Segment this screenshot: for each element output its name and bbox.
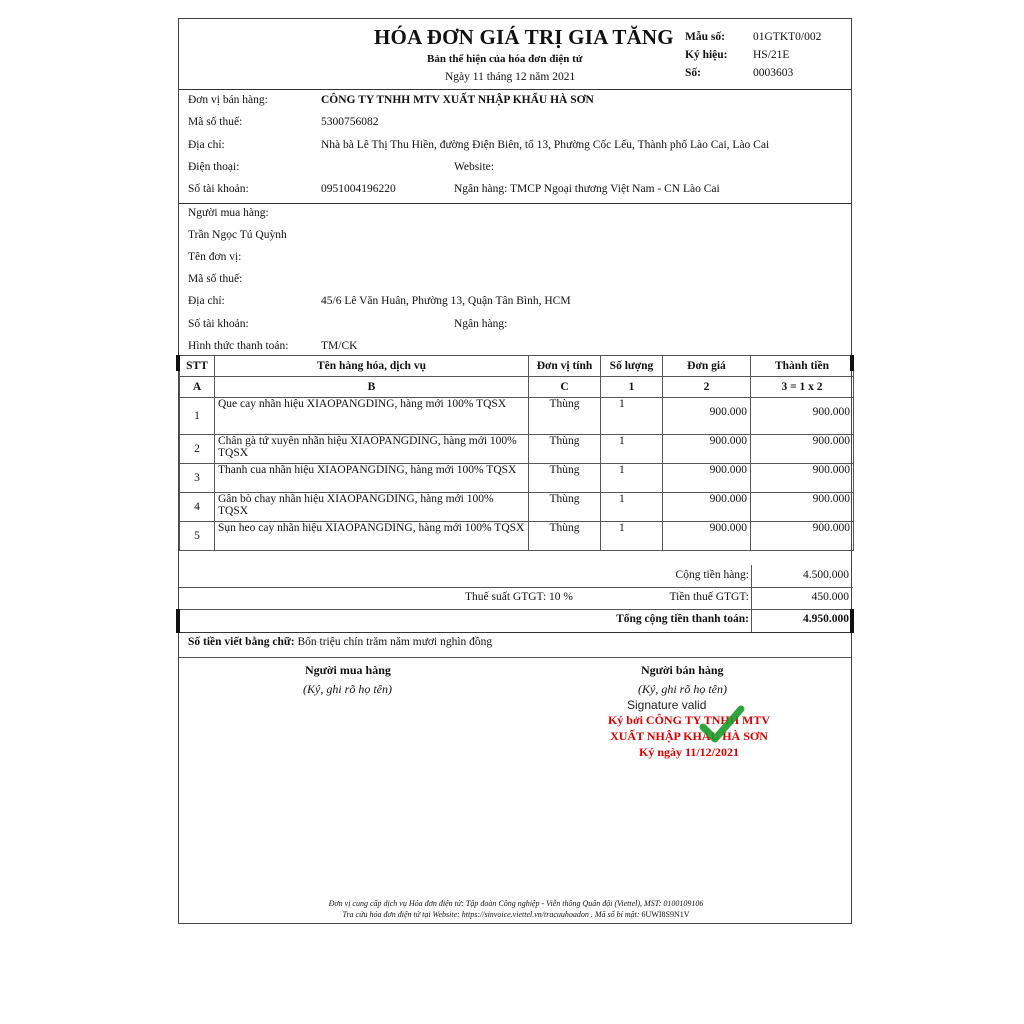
vat-row <box>179 587 853 610</box>
row-stt: 5 <box>180 522 215 551</box>
row-stt: 4 <box>180 493 215 522</box>
seller-name-label: Đơn vị bán hàng: <box>188 94 268 106</box>
table-row <box>180 464 854 493</box>
divider <box>179 203 851 204</box>
buyer-address-label: Địa chỉ: <box>188 295 225 307</box>
col-header: Tên hàng hóa, dịch vụ <box>215 356 529 377</box>
row-unit: Thùng <box>529 464 601 493</box>
row-unit: Thùng <box>529 398 601 435</box>
seller-name: CÔNG TY TNHH MTV XUẤT NHẬP KHẨU HÀ SƠN <box>321 94 594 106</box>
symbol-value: HS/21E <box>753 49 790 61</box>
subtotal-value: 4.500.000 <box>803 569 849 581</box>
seller-address-label: Địa chỉ: <box>188 139 225 151</box>
row-amount: 900.000 <box>751 464 854 493</box>
template-value: 01GTKT0/002 <box>753 31 822 43</box>
buyer-address: 45/6 Lê Văn Huân, Phường 13, Quận Tân Bình, HCM <box>321 295 571 307</box>
col-code: 3 = 1 x 2 <box>751 377 854 398</box>
buyer-signature-title: Người mua hàng <box>305 663 391 677</box>
row-qty: 1 <box>601 522 663 551</box>
col-code: A <box>180 377 215 398</box>
grand-total-label: Tổng cộng tiền thanh toán: <box>616 613 749 625</box>
vat-label: Tiền thuế GTGT: <box>669 591 749 603</box>
payment-method: TM/CK <box>321 340 358 352</box>
row-unit: Thùng <box>529 522 601 551</box>
seller-phone-label: Điện thoại: <box>188 161 240 173</box>
col-header: Đơn vị tính <box>529 356 601 377</box>
row-unit: Thùng <box>529 435 601 464</box>
col-header: STT <box>180 356 215 377</box>
row-qty: 1 <box>601 435 663 464</box>
row-amount: 900.000 <box>751 398 854 435</box>
seller-account-label: Số tài khoản: <box>188 183 249 195</box>
number-value: 0003603 <box>753 67 794 79</box>
row-name: Chân gà tứ xuyên nhãn hiệu XIAOPANGDING, hàng mới 100% TQSX <box>215 435 529 464</box>
buyer-label: Người mua hàng: <box>188 207 269 219</box>
border-mark <box>176 355 180 371</box>
subtotal-label: Cộng tiền hàng: <box>675 569 749 581</box>
items-table <box>179 355 854 551</box>
buyer-account-label: Số tài khoản: <box>188 318 249 330</box>
table-row <box>180 493 854 522</box>
buyer-name: Trần Ngọc Tú Quỳnh <box>188 229 287 241</box>
border-mark <box>176 609 180 633</box>
seller-account: 0951004196220 <box>321 183 396 195</box>
grand-total-row <box>179 609 853 633</box>
col-code: 1 <box>601 377 663 398</box>
template-label: Mẫu số: <box>685 31 725 43</box>
row-amount: 900.000 <box>751 435 854 464</box>
signed-date: Ký ngày 11/12/2021 <box>638 745 739 759</box>
row-name: Que cay nhãn hiệu XIAOPANGDING, hàng mới 100% TQSX <box>215 398 529 435</box>
row-qty: 1 <box>601 398 663 435</box>
grand-total-value: 4.950.000 <box>803 613 849 625</box>
row-price: 900.000 <box>663 464 751 493</box>
row-price: 900.000 <box>663 435 751 464</box>
subtotal-row <box>179 565 853 588</box>
table-row <box>180 435 854 464</box>
invoice-title: HÓA ĐƠN GIÁ TRỊ GIA TĂNG <box>374 25 674 49</box>
number-label: Số: <box>685 67 701 79</box>
seller-bank: Ngân hàng: TMCP Ngoại thương Việt Nam - CN Lào Cai <box>454 183 720 195</box>
row-price: 900.000 <box>663 398 751 435</box>
row-name: Sụn heo cay nhãn hiệu XIAOPANGDING, hàng mới 100% TQSX <box>215 522 529 551</box>
row-name: Thanh cua nhãn hiệu XIAOPANGDING, hàng mới 100% TQSX <box>215 464 529 493</box>
invoice <box>178 18 852 924</box>
seller-tax-label: Mã số thuế: <box>188 116 243 128</box>
vat-rate: Thuế suất GTGT: 10 % <box>465 591 574 603</box>
divider <box>179 89 851 90</box>
buyer-unit-label: Tên đơn vị: <box>188 251 242 263</box>
border-mark <box>850 355 854 371</box>
row-qty: 1 <box>601 464 663 493</box>
row-stt: 2 <box>180 435 215 464</box>
row-stt: 1 <box>180 398 215 435</box>
seller-address: Nhà bà Lê Thị Thu Hiền, đường Điện Biên, tổ 13, Phường Cốc Lếu, Thành phố Lào Cai, Lào Cai <box>321 139 770 151</box>
col-code: 2 <box>663 377 751 398</box>
row-name: Gân bò chay nhãn hiệu XIAOPANGDING, hàng mới 100% TQSX <box>215 493 529 522</box>
table-row <box>180 522 854 551</box>
row-qty: 1 <box>601 493 663 522</box>
invoice-subtitle: Bản thể hiện của hóa đơn điện tử <box>427 53 583 65</box>
col-header: Số lượng <box>601 356 663 377</box>
check-icon <box>699 705 745 745</box>
col-header: Đơn giá <box>663 356 751 377</box>
row-price: 900.000 <box>663 493 751 522</box>
payment-label: Hình thức thanh toán: <box>188 340 289 352</box>
signature-valid-text: Signature valid <box>627 698 707 712</box>
row-price: 900.000 <box>663 522 751 551</box>
col-code: C <box>529 377 601 398</box>
buyer-tax-label: Mã số thuế: <box>188 273 243 285</box>
buyer-signature-note: (Ký, ghi rõ họ tên) <box>303 682 392 696</box>
symbol-label: Ký hiệu: <box>685 49 728 61</box>
signed-by-line2: XUẤT NHẬP KHẨU HÀ SƠN <box>610 729 768 743</box>
col-header: Thành tiền <box>751 356 854 377</box>
row-amount: 900.000 <box>751 493 854 522</box>
col-code: B <box>215 377 529 398</box>
border-mark <box>850 609 854 633</box>
invoice-date: Ngày 11 tháng 12 năm 2021 <box>445 71 576 83</box>
vat-value: 450.000 <box>811 591 849 603</box>
signed-by-line1: Ký bởi CÔNG TY TNHH MTV <box>607 713 771 727</box>
row-amount: 900.000 <box>751 522 854 551</box>
footer-lookup: Tra cứu hóa đơn điện tử tại Website: https://sinvoice.viettel.vn/tracuuhoadon . Mã số bí mật: 6UWI8S9N1V <box>342 910 690 919</box>
seller-website-label: Website: <box>454 161 494 173</box>
table-row <box>180 398 854 435</box>
buyer-bank-label: Ngân hàng: <box>454 318 508 330</box>
row-unit: Thùng <box>529 493 601 522</box>
seller-signature-note: (Ký, ghi rõ họ tên) <box>638 682 727 696</box>
amount-in-words: Số tiền viết bằng chữ: Bốn triệu chín trăm năm mươi nghìn đồng <box>188 636 493 648</box>
seller-tax: 5300756082 <box>321 116 379 128</box>
footer-provider: Đơn vị cung cấp dịch vụ Hóa đơn điện tử: Tập đoàn Công nghiệp - Viễn thông Quân đội (Viettel), MST: 0100109106 <box>328 899 704 908</box>
seller-signature-title: Người bán hàng <box>641 663 724 677</box>
row-stt: 3 <box>180 464 215 493</box>
divider <box>179 657 851 658</box>
